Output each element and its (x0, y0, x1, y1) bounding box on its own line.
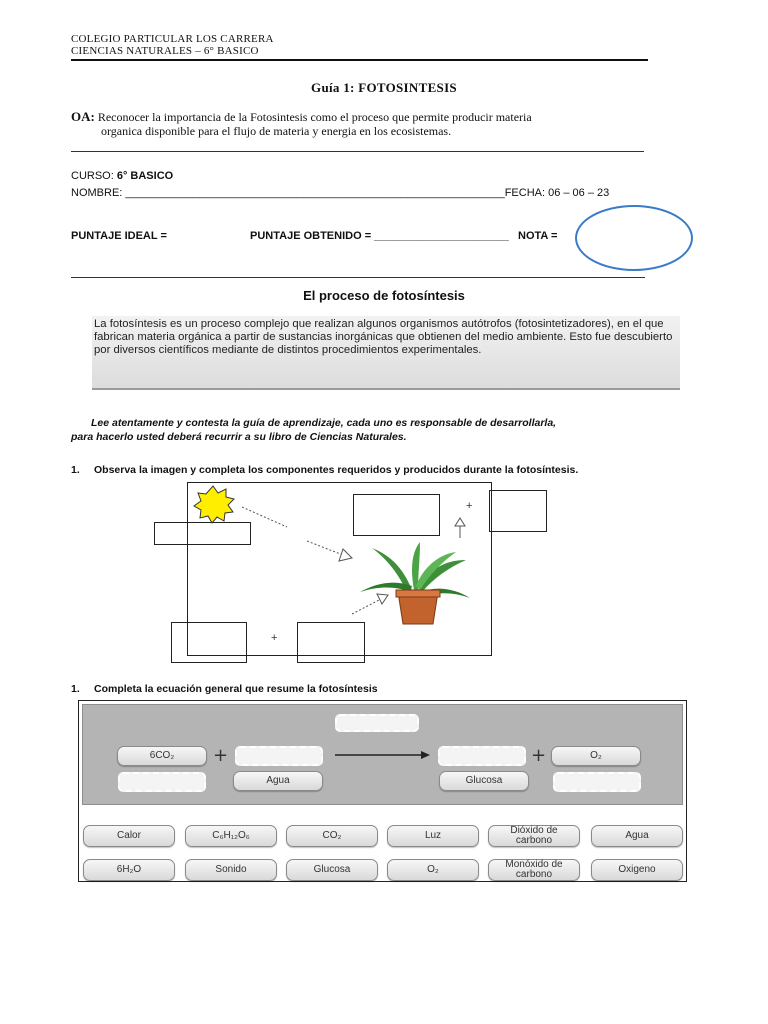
instructions-line-2: para hacerlo usted deberá recurrir a su libro de Ciencias Naturales. (71, 431, 407, 443)
puntaje-obtenido[interactable]: PUNTAJE OBTENIDO = ______________________ (250, 230, 509, 242)
instructions-line-1: Lee atentamente y contesta la guía de aprendizaje, cada uno es responsable de desarrollarla, (91, 417, 557, 429)
objective-line-1: Reconocer la importancia de la Fotosintesis como el proceso que permite producir materia (97, 110, 532, 124)
sun-icon (194, 486, 234, 523)
objective-line-2: organica disponible para el flujo de materia y energia en los ecosistemas. (101, 124, 452, 138)
curso-field: CURSO: 6° BASICO (71, 170, 174, 182)
plus-sign-bottom: + (271, 632, 278, 644)
option-sonido[interactable]: Sonido (185, 859, 277, 881)
question-1: 1. Observa la imagen y completa los componentes requeridos y producidos durante la fotosíntesis. (71, 464, 579, 476)
plant-icon (360, 542, 470, 624)
option-monoxido-de-carbono[interactable]: Monóxido de carbono (488, 859, 580, 881)
slot-product-1[interactable] (438, 746, 526, 766)
puntaje-ideal: PUNTAJE IDEAL = (71, 230, 167, 242)
option-c6h12o6[interactable]: C₆H₁₂O₆ (185, 825, 277, 847)
equation-panel (78, 700, 687, 882)
intro-text: La fotosíntesis es un proceso complejo que realizan algunos organismos autótrofos (fotosintetizadores), en el que fabrican materia orgánica a partir de sustancias inorgánicas que obtienen del medio ambiente. Esto fue descubierto por diversos científicos mediante de distintos procedimientos experimentales. (94, 318, 673, 356)
option-glucosa[interactable]: Glucosa (286, 859, 378, 881)
option-calor[interactable]: Calor (83, 825, 175, 847)
pill-glucosa[interactable]: Glucosa (439, 771, 529, 791)
slot-reactant-2[interactable] (235, 746, 323, 766)
pill-agua[interactable]: Agua (233, 771, 323, 791)
section-title: El proceso de fotosíntesis (303, 288, 465, 303)
pill-o2[interactable]: O₂ (551, 746, 641, 766)
equation-plus-left: + (213, 745, 229, 766)
objective-label: OA: (71, 109, 95, 124)
slot-product-3[interactable] (553, 772, 641, 792)
slot-energy[interactable] (335, 714, 419, 732)
question-2: 1. Completa la ecuación general que resume la fotosíntesis (71, 683, 378, 695)
nombre-fecha-field[interactable]: NOMBRE: ______________________________________________________________FECHA: 06 – 06 – 23 (71, 187, 610, 199)
option-dioxido-de-carbono[interactable]: Dióxido de carbono (488, 825, 580, 847)
equation-area (82, 704, 683, 805)
plus-sign-top: + (466, 500, 473, 512)
option-o2[interactable]: O₂ (387, 859, 479, 881)
option-6h2o[interactable]: 6H₂O (83, 859, 175, 881)
pill-6co2[interactable]: 6CO₂ (117, 746, 207, 766)
nota-label: NOTA = (518, 230, 558, 242)
option-agua[interactable]: Agua (591, 825, 683, 847)
option-luz[interactable]: Luz (387, 825, 479, 847)
subject-line: CIENCIAS NATURALES – 6° BASICO (71, 45, 259, 57)
reaction-arrow-icon (335, 749, 431, 761)
school-name: COLEGIO PARTICULAR LOS CARRERA (71, 33, 274, 45)
page-title: Guía 1: FOTOSINTESIS (311, 80, 457, 95)
equation-plus-right: + (531, 745, 547, 766)
slot-reactant-3[interactable] (118, 772, 206, 792)
option-oxigeno[interactable]: Oxigeno (591, 859, 683, 881)
option-co2[interactable]: CO₂ (286, 825, 378, 847)
